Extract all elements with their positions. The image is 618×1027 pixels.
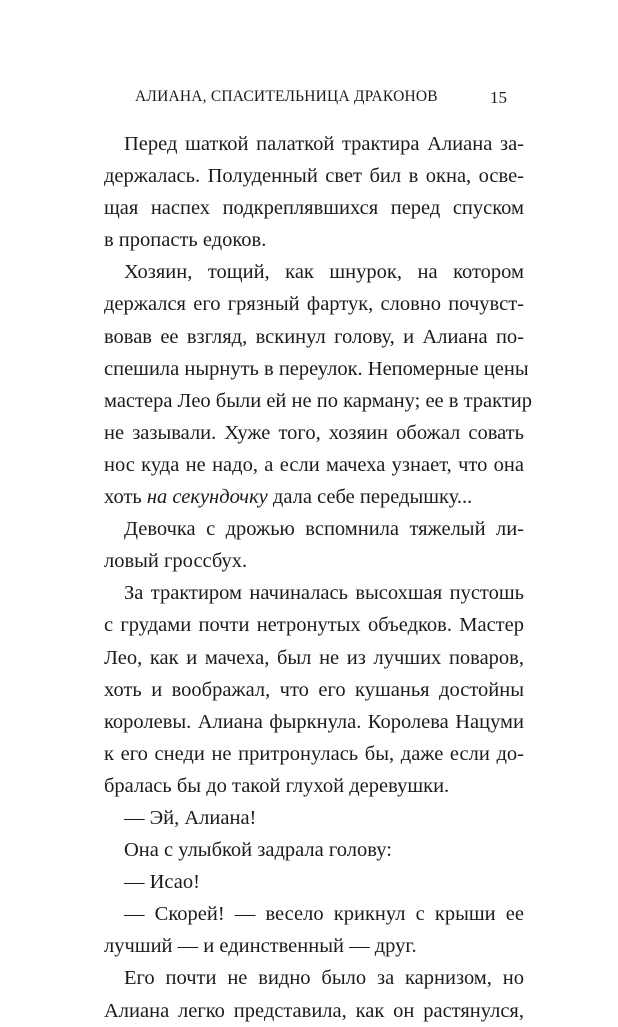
text-line: держалась. Полуденный свет бил в окна, осве- [104, 165, 524, 188]
text-line: Девочка с дрожью вспомнила тяжелый ли- [124, 518, 524, 541]
text-line-with-italic [104, 481, 524, 513]
text-line: Хозяин, тощий, как шнурок, на котором [124, 261, 524, 284]
text-line: нос куда не надо, а если мачеха узнает, что она [104, 453, 524, 476]
dialogue-line: — Эй, Алиана! [124, 806, 257, 829]
text-line: щая наспех подкреплявшихся перед спуском [104, 197, 524, 220]
text-line: не зазывали. Хуже того, хозяин обожал совать [104, 421, 524, 444]
text-line: ловый гроссбух. [104, 550, 248, 573]
italic-text: на секундочку [146, 486, 268, 509]
text-line: Она с улыбкой задрала голову: [124, 839, 392, 862]
text-line: Его почти не видно было за карнизом, но [124, 967, 524, 990]
text-line: Алиана легко представила, как он растянулся, [104, 999, 524, 1022]
text-line: Лео, как и мачеха, был не из лучших поваров, [104, 646, 524, 669]
dialogue-line: — Скорей! — весело крикнул с крыши ее [124, 903, 524, 926]
text-segment: дала себе передышку... [267, 486, 473, 509]
text-line: держался его грязный фартук, словно почувст- [104, 293, 524, 316]
running-title: АЛИАНА, СПАСИТЕЛЬНИЦА ДРАКОНОВ [135, 88, 438, 105]
text-segment: хоть [104, 486, 147, 509]
text-line: Перед шаткой палаткой трактира Алиана за- [124, 133, 524, 155]
dialogue-line: — Исао! [124, 871, 200, 894]
text-line: мастера Лео были ей не по карману; ее в трактир [104, 389, 533, 412]
text-line: с грудами почти нетронутых объедков. Мастер [104, 614, 524, 637]
text-line: к его снеди не притронулась бы, даже если до- [104, 742, 524, 765]
text-line: бралась бы до такой глухой деревушки. [104, 774, 450, 797]
text-line: За трактиром начиналась высохшая пустошь [124, 582, 524, 605]
text-line: королевы. Алиана фыркнула. Королева Нацуми [104, 710, 524, 733]
running-header [0, 88, 618, 112]
page-number: 15 [490, 88, 507, 107]
text-line: лучший — и единственный — друг. [104, 935, 417, 958]
text-line: хоть и воображал, что его кушанья достойны [104, 678, 524, 701]
text-line: спешила нырнуть в переулок. Непомерные цены [104, 357, 529, 380]
text-line: вовав ее взгляд, вскинул голову, и Алиана по- [104, 325, 524, 348]
text-line: в пропасть едоков. [104, 229, 267, 252]
body-text [104, 128, 533, 1027]
